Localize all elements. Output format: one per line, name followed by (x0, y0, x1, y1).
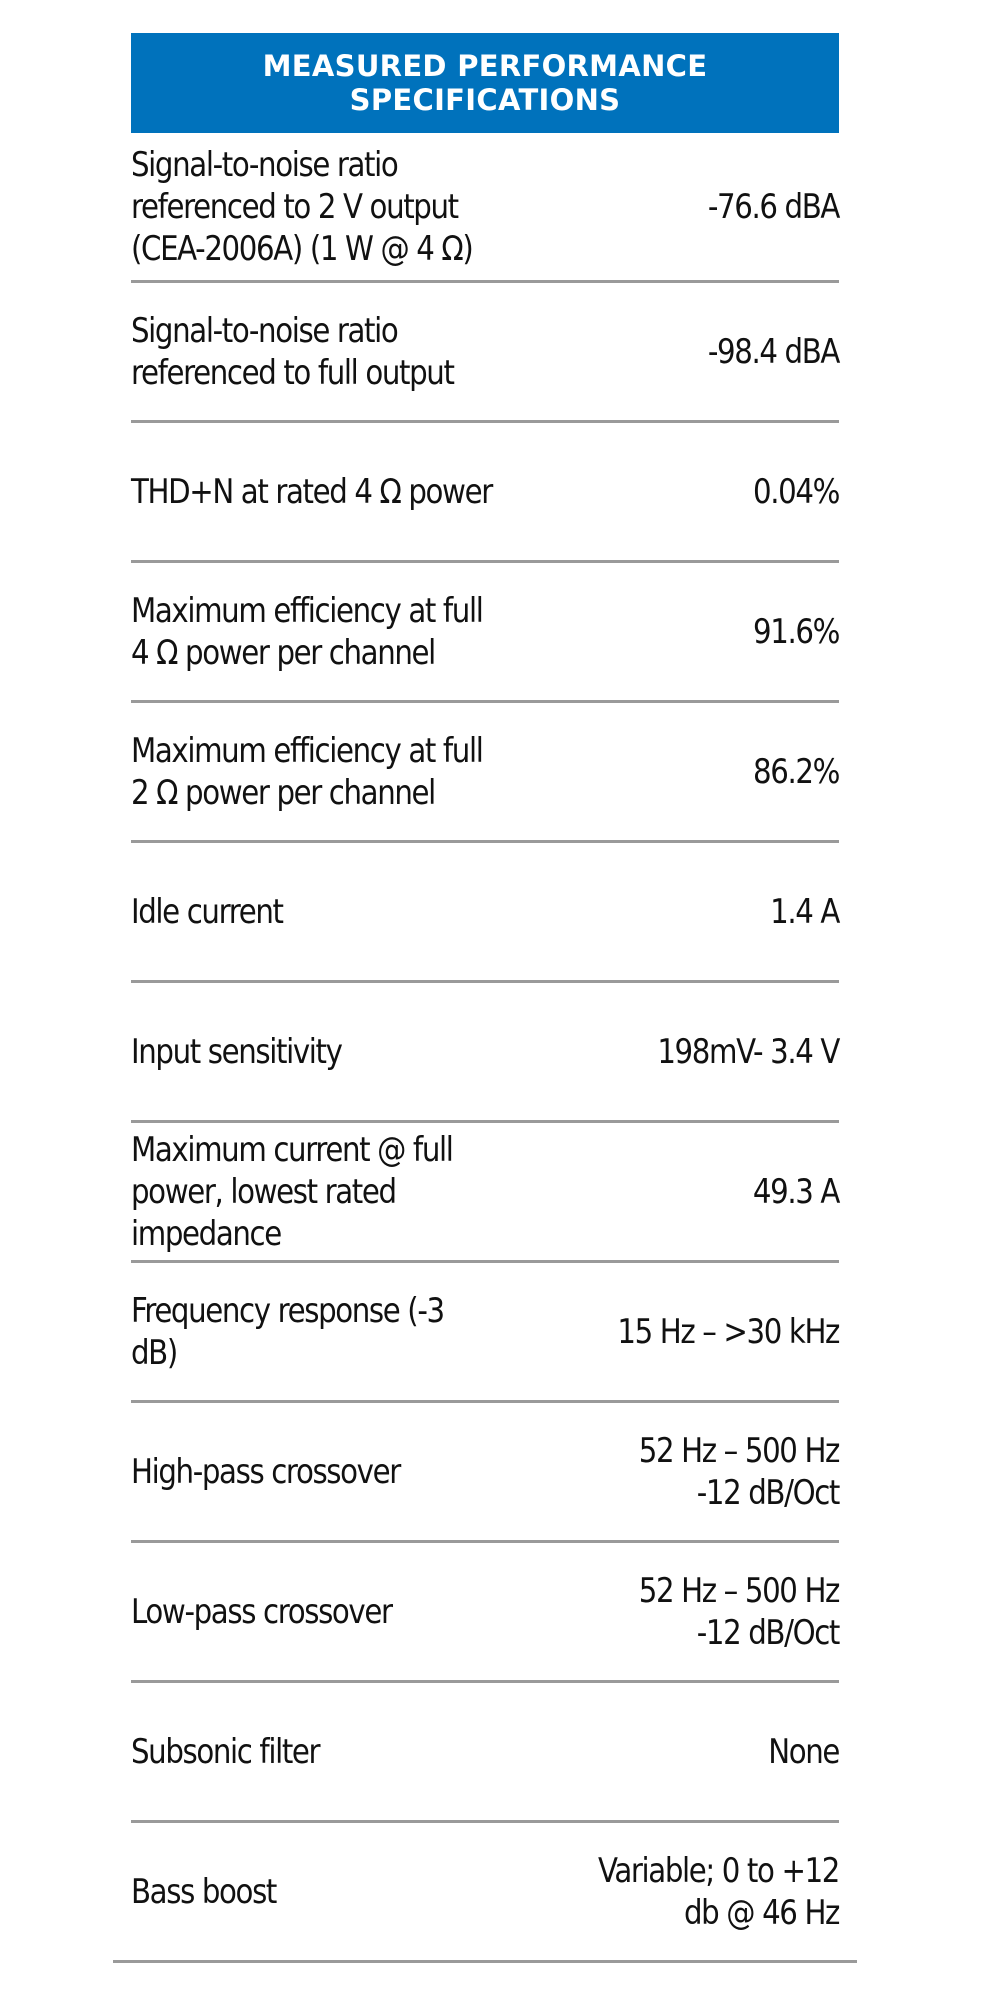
row-value: 49.3 A (752, 1171, 839, 1212)
spec-table (131, 33, 839, 1963)
row-thd (131, 423, 839, 563)
row-label: THD+N at rated 4 Ω power (131, 471, 492, 512)
row-snr-full (131, 283, 839, 423)
row-frequency-response (131, 1263, 839, 1403)
row-value: 91.6% (752, 611, 839, 652)
table-header (131, 33, 839, 133)
row-input-sensitivity (131, 983, 839, 1123)
row-value: 1.4 A (770, 891, 839, 932)
row-efficiency-2ohm (131, 703, 839, 843)
row-value: 52 Hz – 500 Hz -12 dB/Oct (638, 1570, 839, 1653)
row-label: Maximum efficiency at full 2 Ω power per channel (131, 730, 483, 813)
row-value: 198mV- 3.4 V (657, 1031, 839, 1072)
row-snr-2v (131, 133, 839, 283)
row-max-current (131, 1123, 839, 1263)
row-value: 15 Hz – >30 kHz (617, 1311, 839, 1352)
row-value: None (768, 1731, 839, 1772)
row-value: 0.04% (752, 471, 839, 512)
row-value: 52 Hz – 500 Hz -12 dB/Oct (638, 1430, 839, 1513)
row-label: High-pass crossover (131, 1451, 400, 1492)
row-label: Bass boost (131, 1871, 277, 1912)
header-line-2: SPECIFICATIONS (349, 83, 621, 117)
row-label: Frequency response (-3 dB) (131, 1290, 444, 1373)
row-value: 86.2% (752, 751, 839, 792)
row-label: Idle current (131, 891, 283, 932)
row-label: Maximum efficiency at full 4 Ω power per channel (131, 590, 483, 673)
row-label: Input sensitivity (131, 1031, 342, 1072)
row-low-pass (131, 1543, 839, 1683)
row-value: Variable; 0 to +12 db @ 46 Hz (597, 1850, 839, 1933)
row-high-pass (131, 1403, 839, 1543)
row-value: -76.6 dBA (707, 186, 839, 227)
row-label: Signal-to-noise ratio referenced to full output (131, 310, 454, 393)
row-subsonic (131, 1683, 839, 1823)
row-efficiency-4ohm (131, 563, 839, 703)
row-value: -98.4 dBA (707, 331, 839, 372)
row-label: Subsonic filter (131, 1731, 320, 1772)
row-label: Low-pass crossover (131, 1591, 392, 1632)
header-line-1: MEASURED PERFORMANCE (262, 49, 708, 83)
row-bass-boost (113, 1823, 857, 1963)
row-idle-current (131, 843, 839, 983)
row-label: Maximum current @ full power, lowest rated impedance (131, 1129, 453, 1254)
row-label: Signal-to-noise ratio referenced to 2 V output (CEA-2006A) (1 W @ 4 Ω) (131, 144, 473, 269)
